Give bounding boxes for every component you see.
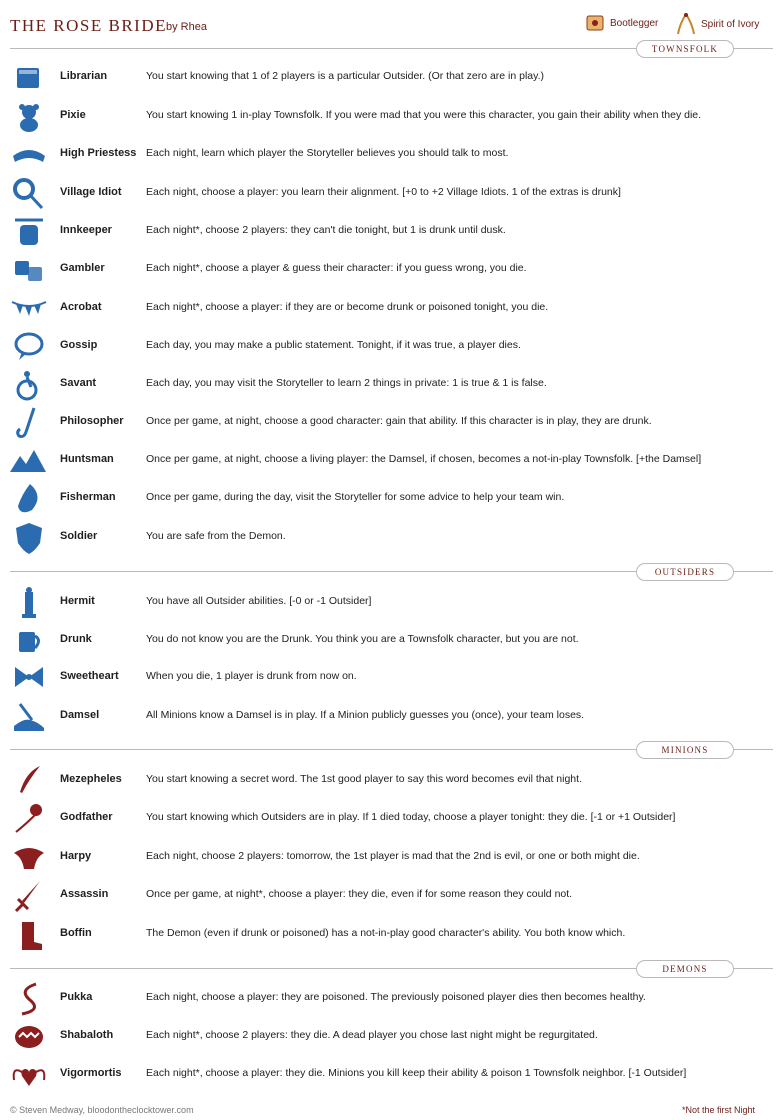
character-name: Hermit bbox=[60, 595, 95, 607]
character-ability: Each night*, choose 2 players: they die. A dead player you chose last night might be regurgitated. bbox=[146, 1029, 598, 1041]
jaws-icon bbox=[10, 1018, 48, 1056]
boot-icon bbox=[10, 916, 48, 954]
jinx-bootlegger[interactable] bbox=[584, 12, 658, 34]
character-row-village-idiot bbox=[0, 175, 783, 213]
character-name: Mezepheles bbox=[60, 773, 122, 785]
character-ability: Each night*, choose a player: they die. Minions you kill keep their ability & poison 1 Townsfolk neighbor. [-1 Outsider] bbox=[146, 1067, 687, 1079]
character-name: Damsel bbox=[60, 709, 100, 721]
character-row-high-priestess bbox=[0, 136, 783, 174]
header bbox=[0, 0, 783, 44]
character-row-assassin bbox=[0, 877, 783, 915]
character-row-harpy bbox=[0, 839, 783, 877]
character-row-damsel bbox=[0, 698, 783, 736]
ivory-tusk-icon bbox=[675, 12, 697, 36]
character-name: Gambler bbox=[60, 262, 105, 274]
character-name: Boffin bbox=[60, 927, 92, 939]
section-minions: MINIONS bbox=[636, 741, 734, 759]
tankard-icon bbox=[10, 622, 48, 660]
character-row-godfather bbox=[0, 800, 783, 838]
character-ability: All Minions know a Damsel is in play. If a Minion publicly guesses you (once), your team loses. bbox=[146, 709, 585, 721]
character-row-sweetheart bbox=[0, 659, 783, 697]
character-name: Gossip bbox=[60, 339, 98, 351]
character-name: Assassin bbox=[60, 888, 109, 900]
character-ability: You have all Outsider abilities. [-0 or -1 Outsider] bbox=[146, 595, 372, 607]
character-name: Village Idiot bbox=[60, 186, 122, 198]
character-row-gambler bbox=[0, 251, 783, 289]
character-name: Huntsman bbox=[60, 453, 114, 465]
character-ability: Once per game, during the day, visit the Storyteller for some advice to help your team win. bbox=[146, 491, 565, 503]
speech-bubble-icon bbox=[10, 328, 48, 366]
bunting-icon bbox=[10, 290, 48, 328]
character-ability: When you die, 1 player is drunk from now on. bbox=[146, 670, 357, 682]
character-name: Innkeeper bbox=[60, 224, 112, 236]
script-author: by Rhea bbox=[166, 21, 207, 33]
character-row-pukka bbox=[0, 980, 783, 1018]
tiara-icon bbox=[10, 136, 48, 174]
character-ability: You are safe from the Demon. bbox=[146, 530, 286, 542]
section-demons: DEMONS bbox=[636, 960, 734, 978]
section-outsiders: OUTSIDERS bbox=[636, 563, 734, 581]
script-title: THE ROSE BRIDE bbox=[10, 16, 167, 35]
character-row-vigormortis bbox=[0, 1056, 783, 1094]
shield-icon bbox=[10, 519, 48, 557]
character-row-huntsman bbox=[0, 442, 783, 480]
dice-icon bbox=[10, 251, 48, 289]
character-ability: Each night, choose a player: you learn their alignment. [+0 to +2 Village Idiots. 1 of the extras is drunk] bbox=[146, 186, 621, 198]
character-name: Drunk bbox=[60, 633, 92, 645]
character-row-librarian bbox=[0, 59, 783, 97]
character-ability: Each night*, choose a player & guess their character: if you guess wrong, you die. bbox=[146, 262, 527, 274]
glass-slipper-icon bbox=[10, 698, 48, 736]
lollipop-icon bbox=[10, 175, 48, 213]
character-ability: Once per game, at night*, choose a player: they die, even if for some reason they could not. bbox=[146, 888, 573, 900]
character-row-savant bbox=[0, 366, 783, 404]
character-ability: The Demon (even if drunk or poisoned) has a not-in-play good character's ability. You both know which. bbox=[146, 927, 626, 939]
character-ability: Each night*, choose 2 players: they can't die tonight, but 1 is drunk until dusk. bbox=[146, 224, 506, 236]
character-ability: Each night, choose a player: they are poisoned. The previously poisoned player dies then becomes healthy. bbox=[146, 991, 646, 1003]
jinx-label: Bootlegger bbox=[610, 17, 659, 29]
character-name: Harpy bbox=[60, 850, 92, 862]
character-ability: Each day, you may make a public statement. Tonight, if it was true, a player dies. bbox=[146, 339, 521, 351]
wheelchair-icon bbox=[10, 366, 48, 404]
character-row-gossip bbox=[0, 328, 783, 366]
character-row-hermit bbox=[0, 584, 783, 622]
character-name: Acrobat bbox=[60, 301, 102, 313]
dagger-icon bbox=[10, 877, 48, 915]
inn-sign-icon bbox=[10, 213, 48, 251]
jinx-label: Spirit of Ivory bbox=[701, 18, 760, 30]
character-row-innkeeper bbox=[0, 213, 783, 251]
character-row-boffin bbox=[0, 916, 783, 954]
fish-icon bbox=[10, 480, 48, 518]
character-ability: Each day, you may visit the Storyteller to learn 2 things in private: 1 is true & 1 is false. bbox=[146, 377, 547, 389]
character-row-shabaloth bbox=[0, 1018, 783, 1056]
book-icon bbox=[10, 59, 48, 97]
character-name: Philosopher bbox=[60, 415, 124, 427]
copyright: © Steven Medway, bloodontheclocktower.com bbox=[10, 1105, 194, 1115]
character-ability: You do not know you are the Drunk. You think you are a Townsfolk character, but you are not. bbox=[146, 633, 579, 645]
character-ability: You start knowing which Outsiders are in play. If 1 died today, choose a player tonight: they die. [-1 or +1 Outsider] bbox=[146, 811, 676, 823]
character-name: Pixie bbox=[60, 109, 86, 121]
character-ability: Each night*, choose a player: if they are or become drunk or poisoned tonight, you die. bbox=[146, 301, 549, 313]
character-name: High Priestess bbox=[60, 147, 137, 159]
snake-icon bbox=[10, 980, 48, 1018]
scroll-icon bbox=[584, 12, 606, 34]
character-ability: Each night, learn which player the Storyteller believes you should talk to most. bbox=[146, 147, 509, 159]
rose-icon bbox=[10, 800, 48, 838]
character-name: Fisherman bbox=[60, 491, 116, 503]
character-name: Sweetheart bbox=[60, 670, 119, 682]
section-townsfolk: TOWNSFOLK bbox=[636, 40, 734, 58]
character-row-mezepheles bbox=[0, 762, 783, 800]
character-name: Savant bbox=[60, 377, 97, 389]
winged-heart-icon bbox=[10, 1056, 48, 1094]
jinx-spirit-of-ivory[interactable] bbox=[675, 12, 759, 36]
character-row-fisherman bbox=[0, 480, 783, 518]
character-name: Vigormortis bbox=[60, 1067, 122, 1079]
character-name: Shabaloth bbox=[60, 1029, 114, 1041]
character-name: Godfather bbox=[60, 811, 113, 823]
harpy-icon bbox=[10, 839, 48, 877]
mountains-icon bbox=[10, 442, 48, 480]
character-row-drunk bbox=[0, 622, 783, 660]
character-ability: You start knowing 1 in-play Townsfolk. If you were mad that you were this character, you gain their ability when they die. bbox=[146, 109, 702, 121]
character-row-soldier bbox=[0, 519, 783, 557]
character-name: Soldier bbox=[60, 530, 98, 542]
quill-icon bbox=[10, 762, 48, 800]
character-name: Librarian bbox=[60, 70, 108, 82]
bow-icon bbox=[10, 659, 48, 697]
teddy-bear-icon bbox=[10, 98, 48, 136]
flask-icon bbox=[10, 404, 48, 442]
character-ability: Once per game, at night, choose a living player: the Damsel, if chosen, becomes a not-in-play Townsfolk. [+the Damsel] bbox=[146, 453, 702, 465]
character-ability: Each night, choose 2 players: tomorrow, the 1st player is mad that the 2nd is evil, or one or both might die. bbox=[146, 850, 640, 862]
first-night-note: *Not the first Night bbox=[681, 1105, 755, 1115]
character-ability: You start knowing a secret word. The 1st good player to say this word becomes evil that night. bbox=[146, 773, 582, 785]
character-name: Pukka bbox=[60, 991, 93, 1003]
lighthouse-icon bbox=[10, 584, 48, 622]
character-row-philosopher bbox=[0, 404, 783, 442]
character-ability: You start knowing that 1 of 2 players is a particular Outsider. (Or that zero are in play.) bbox=[146, 70, 545, 82]
character-row-pixie bbox=[0, 98, 783, 136]
character-ability: Once per game, at night, choose a good character: gain that ability. If this character is in play, they are drunk. bbox=[146, 415, 652, 427]
character-row-acrobat bbox=[0, 290, 783, 328]
